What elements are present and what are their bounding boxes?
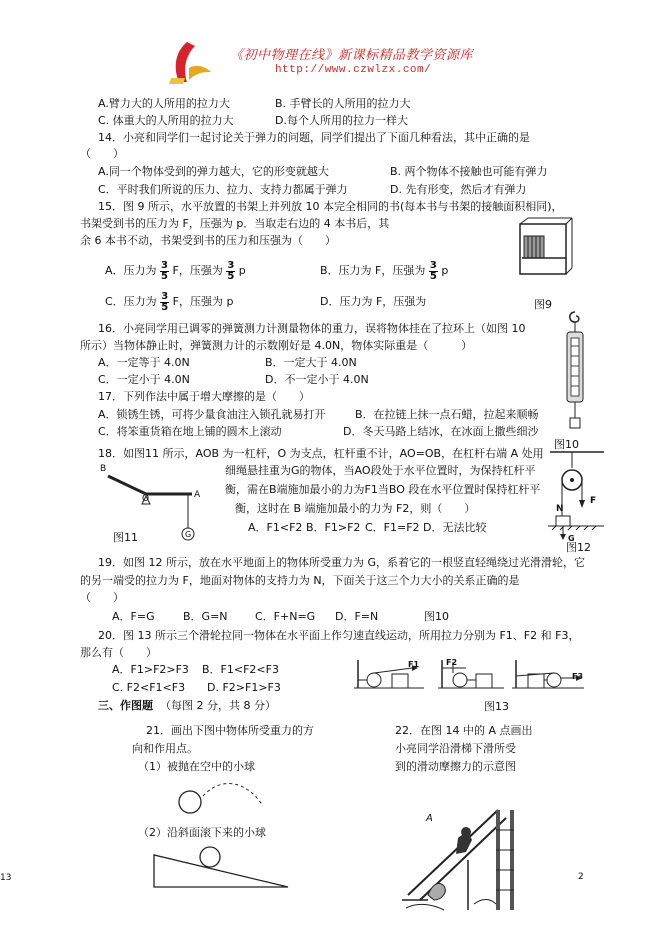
fig12-caption: 图12 — [566, 541, 591, 554]
fraction — [226, 261, 235, 282]
q21-sub2: （2）沿斜面滚下来的小球 — [138, 826, 266, 839]
q22-line3: 到的滑动摩擦力的示意图 — [395, 760, 516, 773]
q14-option-b: B. 两个物体不接触也可能有弹力 — [390, 165, 548, 178]
fig11-label-g: G — [185, 530, 192, 539]
q18-line2: 细绳悬挂重为G的物体，当AO段处于水平位置时，为保持杠杆平 — [225, 464, 536, 477]
q14-option-d: D. 先有形变，然后才有弹力 — [390, 183, 527, 196]
fig11-label-b: B — [100, 464, 107, 474]
q21-line1: 21．画出下图中物体所受重力的方 — [146, 724, 314, 737]
q22-line1: 22．在图 14 中的 A 点画出 — [395, 724, 533, 737]
section3-note: （每图 2 分，共 8 分） — [160, 699, 276, 712]
fig12-pulley — [548, 450, 608, 542]
q13-option-c: C. 体重大的人所用的拉力大 — [98, 114, 234, 127]
fig13-pulleys — [354, 656, 584, 696]
q19-option-a: A．F=G — [112, 610, 155, 623]
q15-line1: 15．图 9 所示，水平放置的书架上并列放 10 本完全相同的书(每本书与书架的接触面积相同)， — [98, 200, 563, 213]
fig11-label-o: O — [142, 494, 150, 504]
q17-option-d: D．冬天马路上结冰，在冰面上撒些细沙 — [343, 425, 539, 438]
q16-line1: 16．小亮同学用已调零的弹簧测力计测量物体的重力，误将物体挂在了拉环上（如图 10 — [98, 322, 526, 335]
q21-sub1: （1）被抛在空中的小球 — [138, 760, 255, 773]
q15-option-a — [105, 259, 246, 283]
fig10-spring-scale — [560, 310, 590, 435]
q15-b-pre: B．压力为 F，压强为 — [320, 264, 426, 277]
q21-incline-ball — [150, 845, 290, 890]
frac-num: 3 — [429, 259, 437, 271]
q19-fig-label: 图10 — [424, 610, 449, 623]
frac-den: 5 — [227, 270, 235, 282]
q17-option-a: A．锁锈生锈，可将少量食油注入锁孔就易打开 — [98, 408, 326, 421]
q16-option-c: C．一定小于 4.0N — [98, 373, 190, 386]
q15-c-pre: C．压力为 — [105, 295, 157, 308]
fig10-label: 图10 — [554, 438, 579, 451]
fig11-label-a: A — [194, 490, 201, 500]
q13-option-d: D.每个人所用的拉力一样大 — [275, 114, 408, 127]
q14-option-a: A.同一个物体受到的弹力越大，它的形变就越大 — [98, 165, 329, 178]
fig13-f3: F3 — [572, 672, 584, 681]
frac-den: 5 — [429, 270, 437, 282]
q20-option-b: B．F1<F2<F3 — [202, 663, 279, 676]
fig14-label-a: A — [426, 813, 433, 824]
q19-option-d: D．F=N — [335, 610, 379, 623]
fig13-f2: F2 — [446, 658, 458, 667]
q16-option-a: A．一定等于 4.0N — [98, 356, 190, 369]
q15-option-d: D．压力为 F，压强为 — [320, 295, 427, 308]
frac-num: 3 — [161, 290, 169, 302]
q13-option-a: A.臂力大的人所用的拉力大 — [98, 97, 230, 110]
q19-line2: 的另一端受的拉力为 F，地面对物体的支持力为 N，下面关于这三个力大小的关系正确的是 — [80, 574, 520, 587]
q19-line1: 19．如图 12 所示，放在水平地面上的物体所受重力为 G，系着它的一根竖直轻绳绕过光滑滑轮，它 — [98, 556, 586, 569]
q14-stem: 14．小亮和同学们一起讨论关于弹力的问题，同学们提出了下面几种看法，其中正确的是 — [98, 131, 530, 144]
header-banner — [165, 38, 535, 88]
q14-option-c: C．平时我们所说的压力、拉力、支持力都属于弹力 — [98, 183, 348, 196]
q19-option-c: C．F+N=G — [255, 610, 316, 623]
header-title: 《初中物理在线》新课标精品教学资源库 — [230, 48, 474, 63]
q18-option-b: B．F1>F2 — [306, 521, 361, 534]
fig14-slide — [398, 800, 523, 915]
fraction — [160, 261, 169, 282]
q18-option-c: C．F1=F2 — [365, 521, 420, 534]
q18-line1: 18．如图11 所示，AOB 为一杠杆，O 为支点，杠杆重不计，AO=OB，在杠杆右端 A 处用 — [98, 447, 544, 460]
q21-line2: 向和作用点。 — [132, 742, 198, 755]
q19-blank: （ ） — [80, 591, 124, 604]
page-number-right: 2 — [578, 872, 584, 882]
q20-option-a: A．F1>F2>F3 — [112, 663, 189, 676]
q18-option-a: A．F1<F2 — [248, 521, 303, 534]
logo-icon — [165, 38, 215, 88]
q17-stem: 17．下列作法中属于增大摩擦的是（ ） — [98, 390, 310, 403]
fraction — [160, 292, 169, 313]
frac-den: 5 — [161, 301, 169, 313]
q20-line1: 20．图 13 所示三个滑轮拉同一物体在水平面上作匀速直线运动，所用拉力分别为 F1、F2 和 F3， — [98, 629, 580, 642]
frac-num: 3 — [227, 259, 235, 271]
fig13-caption: 图13 — [484, 700, 509, 713]
q17-option-b: B．在拉链上抹一点石蜡，拉起来顺畅 — [355, 408, 539, 421]
fig9-label: 图9 — [534, 298, 552, 311]
page-number-left: 13 — [0, 873, 12, 883]
q20-line2: 那么有（ ） — [80, 646, 157, 659]
q22-line2: 小亮同学沿滑梯下滑所受 — [395, 742, 516, 755]
q15-a-mid: F，压强为 — [172, 264, 223, 277]
q18-line4: 衡，这时在 B 端施加最小的力为 F2，则（ ） — [235, 502, 476, 515]
fig13-f1: F1 — [408, 660, 420, 669]
q21-thrown-ball — [175, 782, 275, 822]
q13-option-b: B. 手臂长的人所用的拉力大 — [275, 97, 411, 110]
q18-option-d: D．无法比较 — [423, 521, 487, 534]
q18-line3: 衡，需在B端施加最小的力为F1当BO 段在水平位置时保持杠杆平 — [225, 483, 541, 496]
q17-option-c: C．将笨重货箱在地上铺的圆木上滚动 — [98, 425, 282, 438]
q16-option-b: B．一定大于 4.0N — [265, 356, 357, 369]
q16-option-d: D．不一定小于 4.0N — [265, 373, 369, 386]
q15-option-c — [105, 290, 233, 314]
frac-num: 3 — [161, 259, 168, 271]
header-url: http://www.czwlzx.com/ — [275, 64, 432, 76]
fig11-caption: 图11 — [113, 531, 138, 544]
q15-b-post: p — [441, 264, 449, 277]
q20-option-c: C. F2<F1<F3 — [112, 681, 186, 694]
q15-a-post: p — [238, 264, 246, 277]
q15-option-b — [320, 259, 448, 283]
fig12-label-g: G — [568, 534, 575, 543]
q15-a-pre: A．压力为 — [105, 264, 157, 277]
fig9-bookshelf — [518, 218, 570, 280]
section3-title: 三、作图题 — [98, 699, 153, 712]
q16-line2: 所示）当物体静止时，弹簧测力计的示数刚好是 4.0N，物体实际重是（ ） — [80, 339, 473, 352]
q15-line3: 余 6 本书不动，书架受到书的压力和压强为（ ） — [80, 234, 336, 247]
q20-option-d: D. F2>F1>F3 — [207, 681, 281, 694]
fraction — [429, 261, 438, 282]
q19-option-b: B．G=N — [183, 610, 228, 623]
q14-blank: （ ） — [80, 147, 124, 160]
q15-c-mid: F，压强为 p — [172, 295, 234, 308]
frac-den: 5 — [161, 270, 168, 282]
q15-line2: 书架受到书的压力为 F，压强为 p．当取走右边的 4 本书后，其 — [80, 217, 390, 230]
fig12-label-f: F — [590, 496, 597, 506]
fig12-label-n: N — [556, 504, 564, 514]
